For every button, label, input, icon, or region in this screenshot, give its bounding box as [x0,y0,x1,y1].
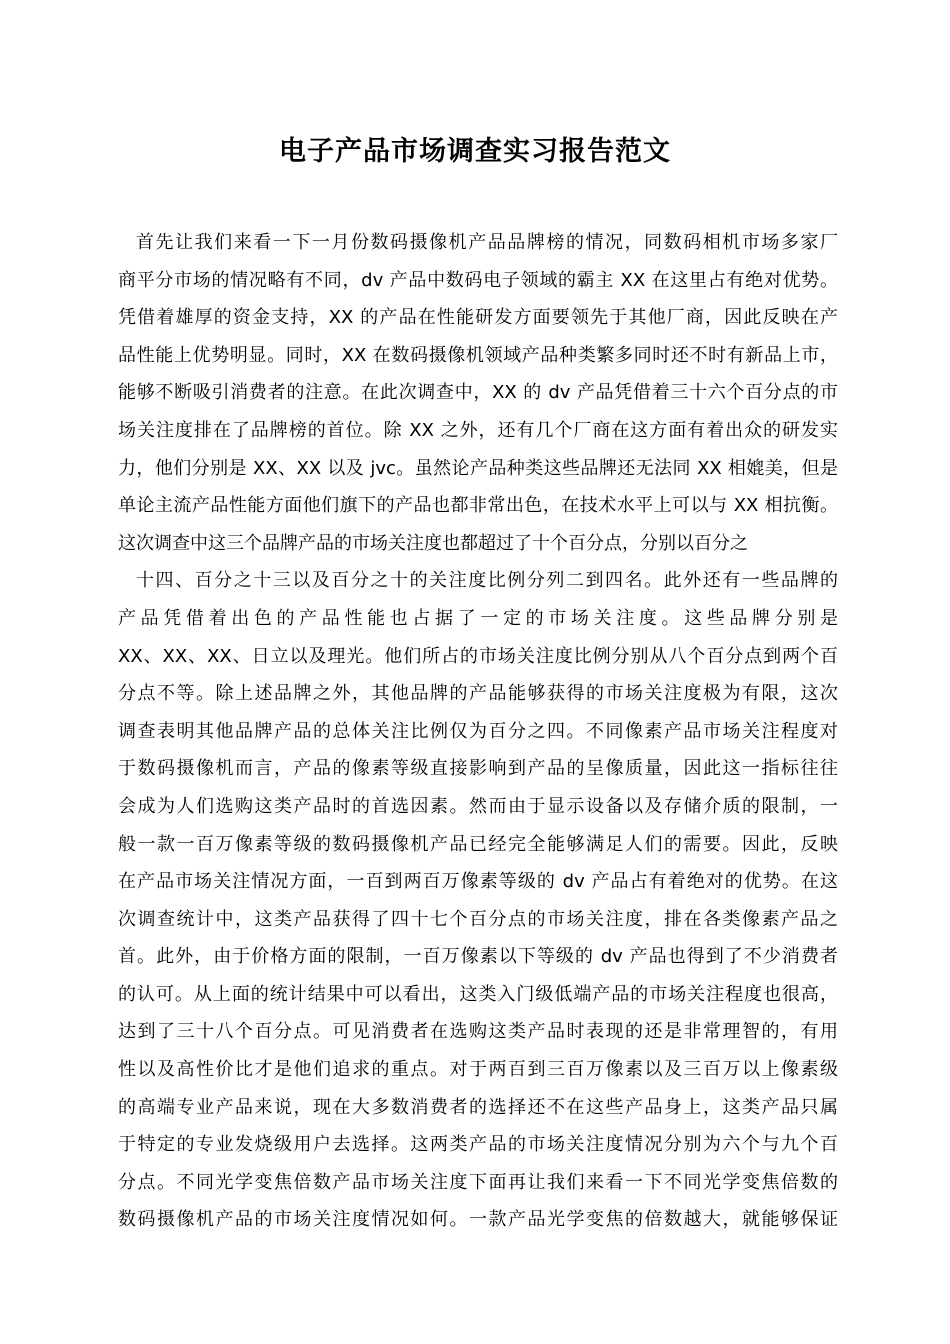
paragraph-line: 于特定的专业发烧级用户去选择。这两类产品的市场关注度情况分别为六个与九个百 [118,1134,838,1156]
paragraph-line: 力，他们分别是 XX、XX 以及 jvc。虽然论产品种类这些品牌还无法同 XX 相媲美，但是 [118,457,838,479]
paragraph-line: 商平分市场的情况略有不同，dv 产品中数码电子领域的霸主 XX 在这里占有绝对优势。 [118,269,838,291]
paragraph-line: 首。此外，由于价格方面的限制，一百万像素以下等级的 dv 产品也得到了不少消费者 [118,946,838,968]
paragraph-line: 能够不断吸引消费者的注意。在此次调查中，XX 的 dv 产品凭借着三十六个百分点的市 [118,382,838,404]
paragraph-line: XX、XX、XX、日立以及理光。他们所占的市场关注度比例分别从八个百分点到两个百 [118,645,838,667]
paragraph-line: 凭借着雄厚的资金支持，XX 的产品在性能研发方面要领先于其他厂商，因此反映在产 [118,307,838,329]
paragraph-line: 在产品市场关注情况方面，一百到两百万像素等级的 dv 产品占有着绝对的优势。在这 [118,871,838,893]
document-title: 电子产品市场调查实习报告范文 [279,136,671,167]
paragraph-line: 数码摄像机产品的市场关注度情况如何。一款产品光学变焦的倍数越大，就能够保证 [118,1209,838,1231]
paragraph-line: 性以及高性价比才是他们追求的重点。对于两百到三百万像素以及三百万以上像素级 [118,1059,838,1081]
paragraph-line: 般一款一百万像素等级的数码摄像机产品已经完全能够满足人们的需要。因此，反映 [118,833,838,855]
paragraph-line: 品性能上优势明显。同时，XX 在数码摄像机领域产品种类繁多同时还不时有新品上市， [118,344,838,366]
paragraph-line: 的高端专业产品来说，现在大多数消费者的选择还不在这些产品身上，这类产品只属 [118,1096,838,1118]
paragraph-line: 分点不等。除上述品牌之外，其他品牌的产品能够获得的市场关注度极为有限，这次 [118,683,838,705]
paragraph-line: 调查表明其他品牌产品的总体关注比例仅为百分之四。不同像素产品市场关注程度对 [118,720,838,742]
paragraph-line: 这次调查中这三个品牌产品的市场关注度也都超过了十个百分点，分别以百分之 [118,532,748,554]
paragraph-line: 单论主流产品性能方面他们旗下的产品也都非常出色，在技术水平上可以与 XX 相抗衡。 [118,495,838,517]
paragraph-line: 会成为人们选购这类产品时的首选因素。然而由于显示设备以及存储介质的限制，一 [118,795,838,817]
paragraph-line: 首先让我们来看一下一月份数码摄像机产品品牌榜的情况，同数码相机市场多家厂 [136,232,838,253]
paragraph-line: 十四、百分之十三以及百分之十的关注度比例分列二到四名。此外还有一些品牌的 [136,570,838,592]
paragraph-line: 分点。不同光学变焦倍数产品市场关注度下面再让我们来看一下不同光学变焦倍数的 [118,1171,838,1193]
paragraph-line: 产品凭借着出色的产品性能也占据了一定的市场关注度。这些品牌分别是 [118,607,838,629]
paragraph-line: 达到了三十八个百分点。可见消费者在选购这类产品时表现的还是非常理智的，有用 [118,1021,838,1043]
paragraph-line: 的认可。从上面的统计结果中可以看出，这类入门级低端产品的市场关注程度也很高， [118,983,838,1005]
paragraph-line: 次调查统计中，这类产品获得了四十七个百分点的市场关注度，排在各类像素产品之 [118,908,838,930]
paragraph-line: 于数码摄像机而言，产品的像素等级直接影响到产品的呈像质量，因此这一指标往往 [118,758,838,780]
paragraph-line: 场关注度排在了品牌榜的首位。除 XX 之外，还有几个厂商在这方面有着出众的研发实 [118,419,838,441]
document-body [118,224,838,1239]
